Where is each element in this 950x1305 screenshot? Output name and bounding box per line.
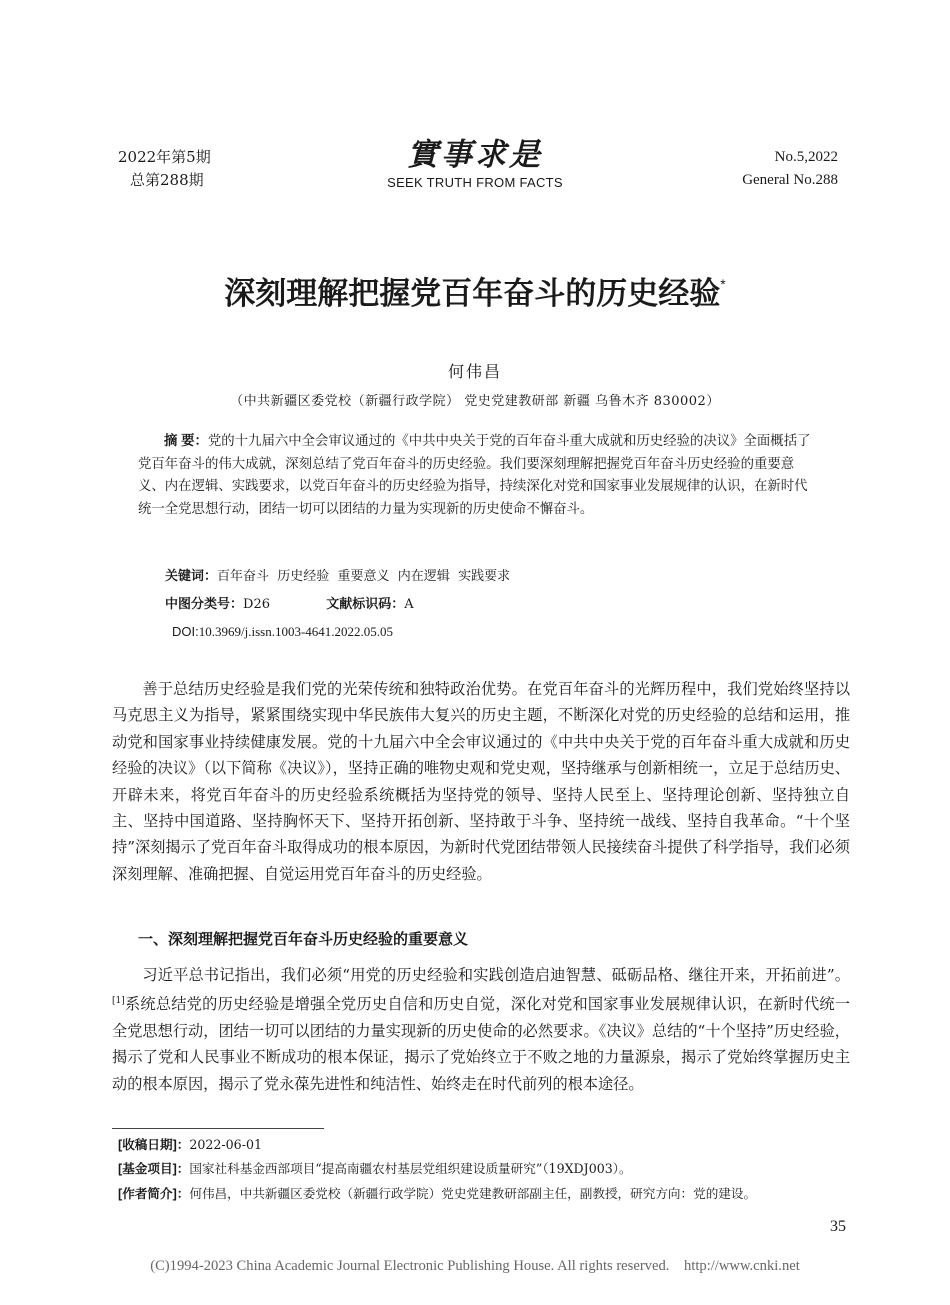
total-issue-en: General No.288 — [742, 172, 838, 188]
abstract-label: 摘 要： — [164, 433, 208, 448]
author-affiliation: （中共新疆区委党校（新疆行政学院） 党史党建教研部 新疆 乌鲁木齐 830002） — [230, 394, 720, 409]
reference-mark: [1] — [112, 996, 125, 1007]
keywords-label: 关键词： — [165, 568, 218, 583]
issue-cn: 2022年第5期 — [118, 148, 211, 166]
paragraph-text: 善于总结历史经验是我们党的光荣传统和独特政治优势。在党百年奋斗的光辉历程中，我们党始终坚持以马克思主义为指导，紧紧围绕实现中华民族伟大复兴的历史主题，不断深化对党的历史经验的总结和运用，推动党和国家事业持续健康发展。党的十九届六中全会审议通过的《中共中央关于党的百年奋斗重大成就和历史经验的决议》（以下简称《决议》），坚持正确的唯物史观和党史观，坚持继承与创新相统一，立足于总结历史、开辟未来，将党百年奋斗的历史经验系统概括为坚持党的领导、坚持人民至上、坚持理论创新、坚持独立自主、坚持中国道路、坚持胸怀天下、坚持开拓创新、坚持敢于斗争、坚持统一战线、坚持自我革命。“十个坚持”深刻揭示了党百年奋斗取得成功的根本原因，为新时代党团结带领人民接续奋斗提供了科学指导，我们必须深刻理解、准确把握、自觉运用党百年奋斗的历史经验。 — [112, 680, 850, 883]
paragraph-text-b: 系统总结党的历史经验是增强全党历史自信和历史自觉，深化对党和国家事业发展规律认识，在新时代统一全党思想行动，团结一切可以团结的力量实现新的历史使命的必然要求。《决议》总结的“十个坚持”历史经验，揭示了党和人民事业不断成功的根本保证，揭示了党始终立于不败之地的力量源泉，揭示了党始终掌握历史主动的根本原因，揭示了党永葆先进性和纯洁性、始终走在时代前列的根本途径。 — [112, 995, 850, 1093]
abstract-text: 党的十九届六中全会审议通过的《中共中央关于党的百年奋斗重大成就和历史经验的决议》全面概括了党百年奋斗的伟大成就，深刻总结了党百年奋斗的历史经验。我们要深刻理解把握党百年奋斗历史经验的重要意义、内在逻辑、实践要求，以党百年奋斗的历史经验为指导，持续深化对党和国家事业发展规律的认识，在新时代统一全党思想行动，团结一切可以团结的力量为实现新的历史使命不懈奋斗。 — [138, 434, 811, 517]
keywords-line — [165, 566, 510, 587]
doi-line — [172, 622, 393, 643]
footnote-text: 2022-06-01 — [189, 1137, 262, 1152]
copyright-notice: (C)1994-2023 China Academic Journal Electronic Publishing House. All rights reserved. http://www.cnki.net — [150, 1258, 800, 1274]
doi: 10.3969/j.issn.1003-4641.2022.05.05 — [198, 624, 394, 639]
author-name: 何伟昌 — [447, 362, 502, 381]
footnote-received — [118, 1136, 262, 1154]
keywords: 百年奋斗 历史经验 重要意义 内在逻辑 实践要求 — [217, 569, 511, 584]
journal-name-en: SEEK TRUTH FROM FACTS — [387, 175, 563, 190]
paragraph-text-a: 习近平总书记指出，我们必须“用党的历史经验和实践创造启迪智慧、砥砺品格、继往开来，开拓前进”。 — [142, 966, 850, 984]
header-right — [742, 146, 838, 192]
classification-line — [165, 594, 414, 615]
doc-code: A — [404, 597, 414, 612]
body-paragraph-2 — [112, 962, 850, 1097]
footnote-label: [基金项目]： — [118, 1162, 190, 1176]
footnote-fund — [118, 1160, 632, 1178]
clc-code: D26 — [243, 597, 270, 612]
body-paragraph-1 — [112, 676, 850, 887]
footnote-label: [作者简介]： — [118, 1187, 190, 1201]
section-heading-1: 一、深刻理解把握党百年奋斗历史经验的重要意义 — [138, 931, 469, 948]
issue-en: No.5,2022 — [774, 149, 838, 165]
article-title-text: 深刻理解把握党百年奋斗的历史经验 — [224, 276, 721, 311]
article-title — [0, 268, 950, 313]
journal-name-cn: 實事求是 — [407, 137, 543, 173]
footnote-divider — [112, 1128, 324, 1129]
doi-label: DOI: — [172, 624, 199, 639]
doc-code-label: 文献标识码： — [326, 596, 405, 611]
footnote-text: 何伟昌，中共新疆区委党校（新疆行政学院）党史党建教研部副主任，副教授，研究方向：党的建设。 — [189, 1186, 757, 1201]
footnote-label: [收稿日期]： — [118, 1138, 190, 1152]
title-footnote-mark: * — [720, 276, 726, 292]
abstract — [138, 430, 816, 521]
total-issue-cn: 总第288期 — [130, 171, 204, 189]
page-number: 35 — [830, 1218, 846, 1235]
footnote-author — [118, 1185, 756, 1203]
footnote-text: 国家社科基金西部项目“提高南疆农村基层党组织建设质量研究”（19XDJ003）。 — [189, 1161, 632, 1176]
clc-label: 中图分类号： — [165, 596, 244, 611]
